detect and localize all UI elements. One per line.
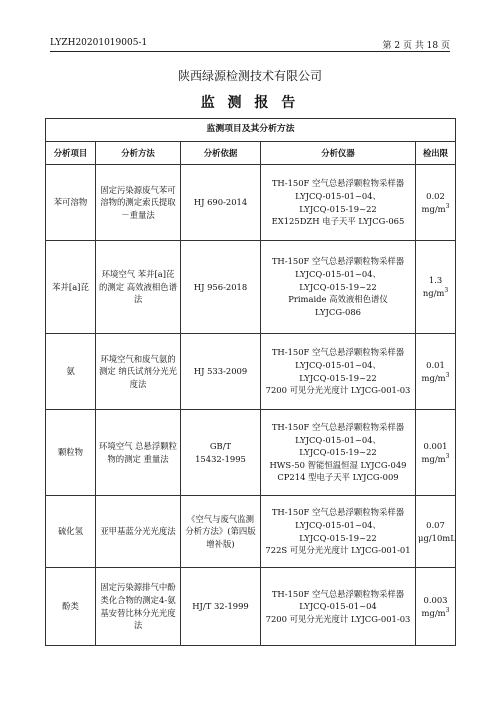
cell-item: 颗粒物 — [46, 410, 96, 496]
instrument-line: LYJCQ-015-01~04 — [299, 601, 377, 612]
instrument-line: TH-150F 空气总悬浮颗粒物采样器 — [271, 588, 405, 599]
limit-value: 0.07 — [426, 519, 445, 530]
cell-limit — [416, 410, 456, 496]
instrument-line: LYJCQ-015-19~22 — [299, 372, 377, 383]
cell-basis: 《空气与废气监测分析方法》(第四版增补版) — [181, 496, 261, 568]
instrument-line: 722S 可见分光光度计 LYJCG-001-01 — [265, 545, 411, 556]
table-row — [46, 165, 456, 241]
instrument-line: CP214 型电子天平 LYJCG-009 — [277, 472, 399, 483]
table-row — [46, 496, 456, 568]
col-header-instrument: 分析仪器 — [261, 142, 416, 165]
cell-instrument — [261, 410, 416, 496]
cell-basis — [181, 410, 261, 496]
page-info: 第 2 页 共 18 页 — [382, 41, 450, 51]
instrument-line: EX125DZH 电子天平 LYJCG-065 — [271, 216, 405, 227]
instrument-line: TH-150F 空气总悬浮颗粒物采样器 — [271, 421, 405, 432]
limit-value: 0.02 — [426, 190, 445, 201]
table-caption: 监测项目及其分析方法 — [46, 119, 456, 142]
cell-instrument — [261, 334, 416, 410]
instrument-line: LYJCQ-015-19~22 — [299, 203, 377, 214]
instrument-line: TH-150F 空气总悬浮颗粒物采样器 — [271, 256, 405, 267]
limit-unit: $mg/m^3$ — [421, 606, 450, 618]
col-header-limit: 检出限 — [416, 142, 456, 165]
table-row — [46, 410, 456, 496]
instrument-line: TH-150F 空气总悬浮颗粒物采样器 — [271, 178, 405, 189]
cell-item: 酚类 — [46, 568, 96, 646]
cell-method: 固定污染源排气中酚类化合物的测定4-氨基安替比林分光光度法 — [96, 568, 181, 646]
limit-value: 0.01 — [426, 359, 445, 370]
cell-instrument — [261, 496, 416, 568]
cell-basis: HJ 533-2009 — [181, 334, 261, 410]
instrument-line: 7200 可见分光光度计 LYJCG-001-03 — [265, 385, 411, 396]
instrument-line: LYJCQ-015-19~22 — [299, 532, 377, 543]
limit-unit: $mg/m^3$ — [421, 371, 450, 383]
table-row — [46, 568, 456, 646]
instrument-line: LYJCG-086 — [315, 306, 361, 317]
instrument-line: HWS-50 智能恒温恒湿 LYJCG-049 — [269, 459, 407, 470]
instrument-line: LYJCQ-015-01~04、 — [295, 190, 381, 201]
cell-item: 苯并[a]芘 — [46, 241, 96, 334]
cell-limit — [416, 165, 456, 241]
cell-instrument — [261, 165, 416, 241]
cell-item: 苯可溶物 — [46, 165, 96, 241]
col-header-method: 分析方法 — [96, 142, 181, 165]
limit-value: 0.003 — [423, 594, 448, 605]
instrument-line: Primaide 高效液相色谱仪 — [288, 294, 388, 305]
limit-value: 1.3 — [428, 275, 443, 286]
cell-method: 环境空气 苯并[a]芘的测定 高效液相色谱法 — [96, 241, 181, 334]
organization-name: 陕西绿源检测技术有限公司 — [177, 69, 322, 83]
basis-line: 15432-1995 — [195, 453, 246, 464]
table-row — [46, 241, 456, 334]
cell-instrument — [261, 241, 416, 334]
table-row — [46, 334, 456, 410]
cell-method: 环境空气 总悬浮颗粒物的测定 重量法 — [96, 410, 181, 496]
limit-unit: $ng/m^3$ — [422, 287, 449, 298]
instrument-line: LYJCQ-015-19~22 — [299, 447, 377, 458]
instrument-line: LYJCQ-015-19~22 — [299, 281, 377, 292]
col-header-basis: 分析依据 — [181, 142, 261, 165]
col-header-item: 分析项目 — [46, 142, 96, 165]
limit-unit: $mg/m^3$ — [421, 452, 450, 464]
cell-limit — [416, 241, 456, 334]
cell-limit — [416, 334, 456, 410]
cell-item: 硫化氢 — [46, 496, 96, 568]
cell-basis: HJ/T 32-1999 — [181, 568, 261, 646]
cell-basis: HJ 956-2018 — [181, 241, 261, 334]
cell-method: 环境空气和废气氨的测定 纳氏试剂分光光度法 — [96, 334, 181, 410]
cell-method: 固定污染源废气苯可溶物的测定索氏提取－重量法 — [96, 165, 181, 241]
instrument-line: TH-150F 空气总悬浮颗粒物采样器 — [271, 347, 405, 358]
limit-value: 0.001 — [423, 440, 448, 451]
cell-limit — [416, 568, 456, 646]
cell-method: 亚甲基蓝分光光度法 — [96, 496, 181, 568]
instrument-line: LYJCQ-015-01~04、 — [295, 359, 381, 370]
cell-limit — [416, 496, 456, 568]
instrument-line: LYJCQ-015-01~04、 — [295, 434, 381, 445]
cell-basis: HJ 690-2014 — [181, 165, 261, 241]
table-header-row — [46, 142, 456, 165]
cell-instrument — [261, 568, 416, 646]
instrument-line: 7200 可见分光光度计 LYJCG-001-03 — [265, 613, 411, 624]
instrument-line: LYJCQ-015-01~04、 — [295, 269, 381, 280]
report-title: 监 测 报 告 — [200, 95, 300, 111]
methods-table — [45, 118, 456, 646]
limit-unit: μg/10mL — [418, 532, 456, 543]
cell-item: 氨 — [46, 334, 96, 410]
instrument-line: LYJCQ-015-01~04、 — [295, 519, 381, 530]
report-number: LYZH20201019005-1 — [50, 38, 148, 48]
limit-unit: $mg/m^3$ — [421, 202, 450, 214]
instrument-line: TH-150F 空气总悬浮颗粒物采样器 — [271, 507, 405, 518]
page-header — [50, 37, 450, 52]
basis-line: GB/T — [209, 440, 232, 451]
